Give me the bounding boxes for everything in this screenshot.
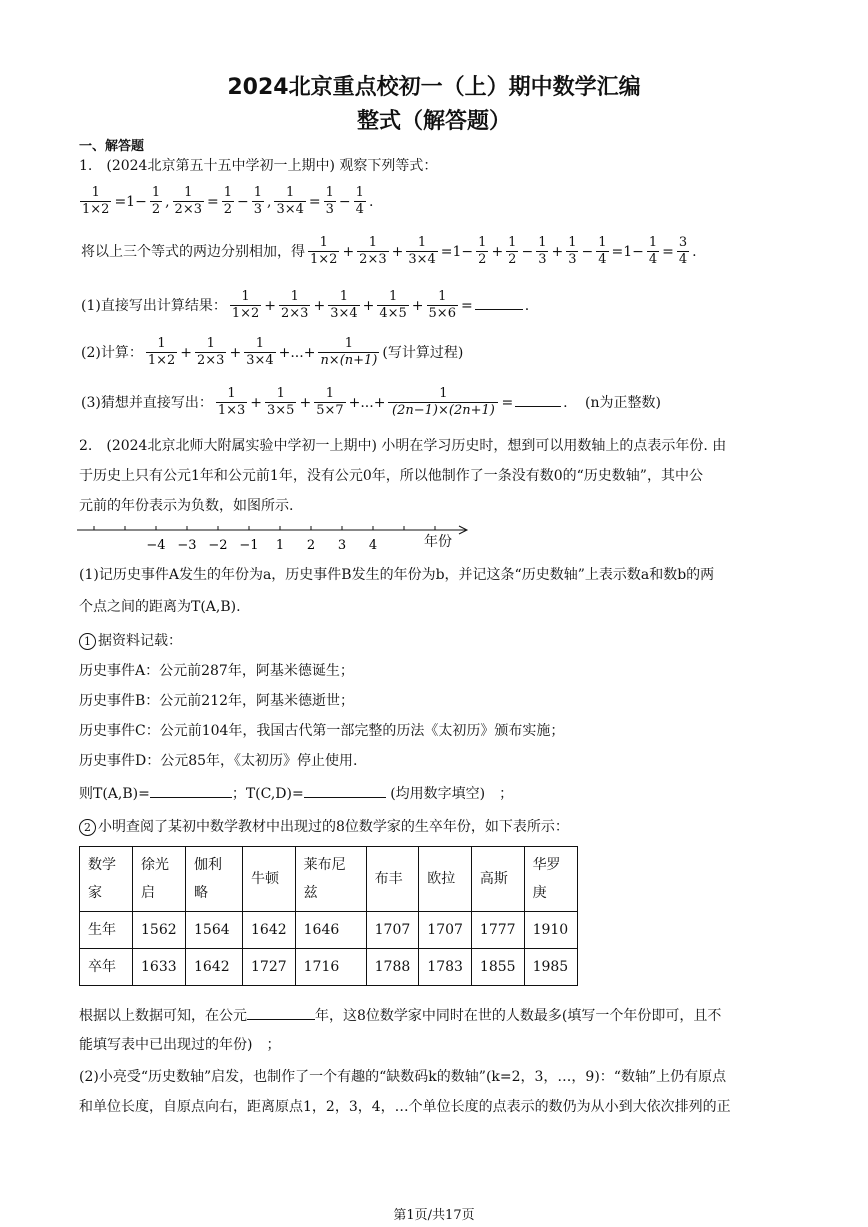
table-cell: 牛顿 [243, 847, 296, 912]
table-cell: 1788 [366, 949, 419, 986]
circled-number: 2 [79, 819, 96, 836]
q2-after2: 能填写表中已出现过的年份) ； [79, 1037, 281, 1053]
q1-intro: 1. (2024北京第五十五中学初一上期中) 观察下列等式： [79, 158, 438, 174]
table-cell: 1564 [186, 912, 243, 949]
event-d: 历史事件D：公元85年，《太初历》停止使用. [79, 753, 358, 769]
axis-tick-label: 2 [306, 538, 316, 553]
table-cell: 1707 [366, 912, 419, 949]
page-subtitle: 整式（解答题） [356, 109, 511, 134]
table-cell: 卒年 [80, 949, 133, 986]
table-cell: 1562 [133, 912, 186, 949]
answer-blank [247, 1005, 315, 1020]
q1-equations: $\frac{1}{1\times 2}$ =1− $\frac{1}{2}$ , $\frac{1}{2\times 3}$ = $\frac{1}{2}$ − $\frac{1}{3}$ , $\frac{1}{3\times 4}$ = $\frac{1}{3}$ − $\frac{1}{4}$ . [82, 185, 374, 217]
q1-part3: (3)猜想并直接写出： $\frac{1}{1\times 3}$ + $\frac{1}{3\times 5}$ + $\frac{1}{5\times 7}$ +...+ $\frac{1}{(2n-1)\times(2n+1)}$ = . (n为正整数) [81, 386, 661, 418]
table-row [80, 912, 578, 949]
table-cell: 伽利略 [186, 847, 243, 912]
q2-sub1: 1 据资料记载： [79, 631, 182, 651]
mathematicians-table [79, 846, 578, 986]
answer-blank [304, 783, 386, 798]
q1-part1: (1)直接写出计算结果： $\frac{1}{1\times 2}$ + $\frac{1}{2\times 3}$ + $\frac{1}{3\times 4}$ + $\frac{1}{4\times 5}$ + $\frac{1}{5\times 6}$ = . [81, 289, 530, 321]
page-footer: 第1页/共17页 [393, 1208, 475, 1223]
table-cell: 1777 [471, 912, 524, 949]
axis-tick-label: 1 [275, 538, 285, 553]
page-title: 2024北京重点校初一（上）期中数学汇编 [227, 75, 641, 100]
axis-tick-label: 3 [337, 538, 347, 553]
table-cell: 华罗庚 [524, 847, 577, 912]
table-cell: 徐光启 [133, 847, 186, 912]
axis-tick-label: −3 [177, 538, 197, 553]
answer-blank [150, 783, 232, 798]
q2-line2: 于历史上只有公元1年和公元前1年，没有公元0年，所以他制作了一条没有数0的“历史数轴”，其中公 [79, 468, 703, 484]
table-cell: 1646 [295, 912, 366, 949]
table-cell: 布丰 [366, 847, 419, 912]
q2-part1-line1: (1)记历史事件A发生的年份为a，历史事件B发生的年份为b，并记这条“历史数轴”上表示数a和数b的两 [79, 567, 715, 583]
table-row [80, 847, 578, 912]
table-cell: 1783 [419, 949, 472, 986]
q2-part1-line2: 个点之间的距离为T(A,B). [79, 599, 241, 615]
table-cell: 莱布尼兹 [295, 847, 366, 912]
q2-fill-line: 则T(A,B)= ；T(C,D)= (均用数字填空) ； [79, 783, 513, 804]
table-cell: 生年 [80, 912, 133, 949]
table-cell: 1910 [524, 912, 577, 949]
table-cell: 1642 [186, 949, 243, 986]
axis-tick-label: 4 [368, 538, 378, 553]
table-cell: 高斯 [471, 847, 524, 912]
table-cell: 1985 [524, 949, 577, 986]
event-c: 历史事件C：公元前104年，我国古代第一部完整的历法《太初历》颁布实施； [79, 723, 565, 739]
q2-sub2: 2 小明查阅了某初中数学教材中出现过的8位数学家的生卒年份，如下表所示： [79, 817, 569, 837]
table-row [80, 949, 578, 986]
q2-after1: 根据以上数据可知，在公元 年，这8位数学家中同时在世的人数最多(填写一个年份即可，且不 [79, 1005, 721, 1026]
circled-number: 1 [79, 633, 96, 650]
table-cell: 1707 [419, 912, 472, 949]
answer-blank [515, 392, 561, 407]
q1-sum-line: 将以上三个等式的两边分别相加，得 $\frac{1}{1\times 2}$ + $\frac{1}{2\times 3}$ + $\frac{1}{3\times 4}$ =1− $\frac{1}{2}$ + $\frac{1}{2}$ − $\frac{1}{3}$ + $\frac{1}{3}$ − $\frac{1}{4}$ =1− $\frac{1}{4}$ = $\frac{3}{4}$ . [81, 235, 697, 267]
table-cell: 数学家 [80, 847, 133, 912]
table-cell: 1633 [133, 949, 186, 986]
event-a: 历史事件A：公元前287年，阿基米德诞生； [79, 663, 354, 679]
q1-part2: (2)计算： $\frac{1}{1\times 2}$ + $\frac{1}{2\times 3}$ + $\frac{1}{3\times 4}$ +...+ $\frac{1}{n\times(n+1)}$ (写计算过程) [81, 336, 464, 368]
q2-line3: 元前的年份表示为负数，如图所示. [79, 498, 294, 514]
axis-tick-label: −2 [208, 538, 228, 553]
q2-part2-line2: 和单位长度，自原点向右，距离原点1，2，3，4，…个单位长度的点表示的数仍为从小到大依次排列的正 [79, 1099, 731, 1115]
table-cell: 1716 [295, 949, 366, 986]
q2-part2-line1: (2)小亮受“历史数轴”启发，也制作了一个有趣的“缺数码k的数轴”(k=2，3，…，9)：“数轴”上仍有原点 [79, 1069, 727, 1085]
history-number-line [75, 518, 475, 554]
table-cell: 1642 [243, 912, 296, 949]
axis-unit: 年份 [424, 534, 452, 550]
axis-tick-label: −1 [239, 538, 259, 553]
table-cell: 欧拉 [419, 847, 472, 912]
section-heading: 一、解答题 [79, 139, 145, 154]
event-b: 历史事件B：公元前212年，阿基米德逝世； [79, 693, 355, 709]
table-cell: 1727 [243, 949, 296, 986]
axis-tick-label: −4 [146, 538, 166, 553]
table-cell: 1855 [471, 949, 524, 986]
q2-line1: 2. (2024北京北师大附属实验中学初一上期中) 小明在学习历史时，想到可以用数轴上的点表示年份. 由 [79, 438, 727, 454]
answer-blank [475, 295, 523, 310]
